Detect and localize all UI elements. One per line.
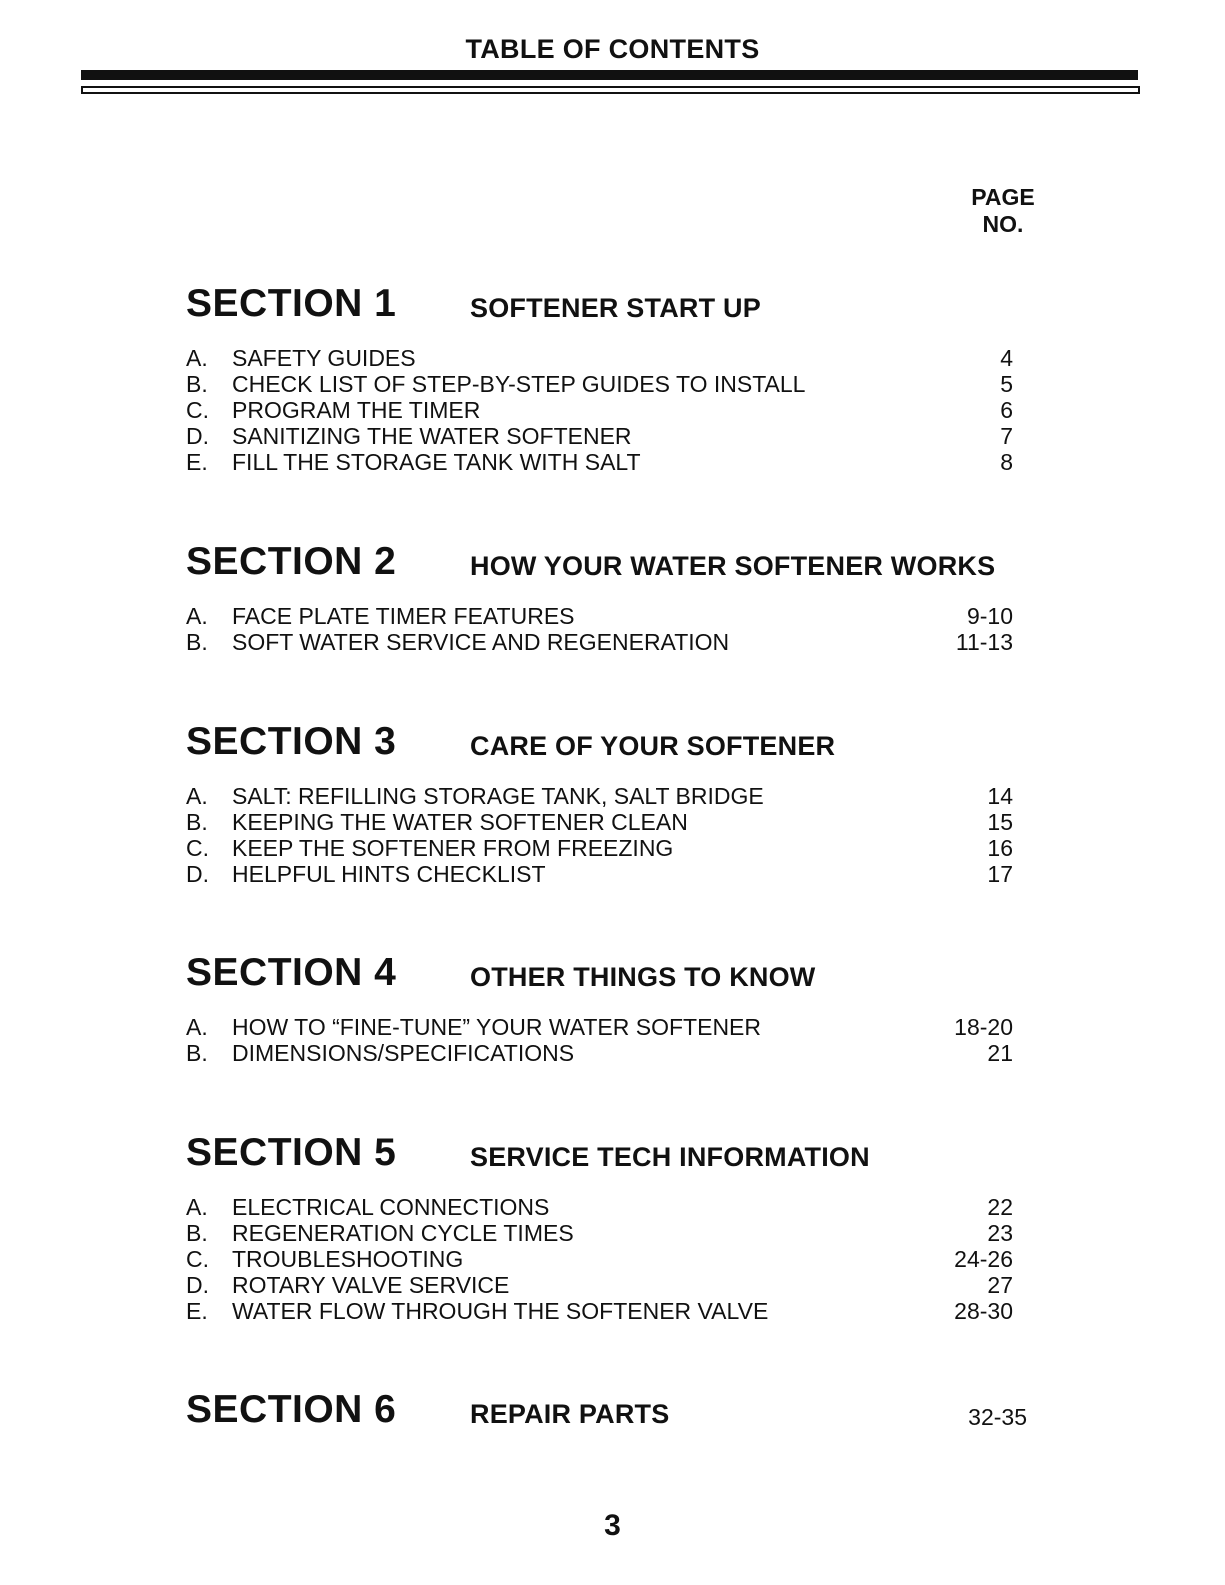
page-no-header-line-1: PAGE: [971, 184, 1035, 210]
entry-page-number: 17: [987, 861, 1013, 887]
page-title: TABLE OF CONTENTS: [465, 34, 760, 64]
entry-text: SAFETY GUIDES: [232, 345, 416, 371]
entry-page-number: 8: [1000, 449, 1013, 475]
entry-text: TROUBLESHOOTING: [232, 1246, 464, 1272]
section-title: SERVICE TECH INFORMATION: [470, 1142, 870, 1172]
entry-page-number: 22: [987, 1194, 1013, 1220]
section-title: CARE OF YOUR SOFTENER: [470, 731, 836, 761]
entry-letter: E.: [186, 1298, 208, 1324]
entry-text: PROGRAM THE TIMER: [232, 397, 481, 423]
section-number: SECTION 5: [186, 1131, 397, 1174]
section-number: SECTION 3: [186, 720, 397, 763]
toc-entry[interactable]: [0, 1298, 1225, 1324]
entry-letter: C.: [186, 397, 209, 423]
header-rule-thick: [81, 70, 1138, 80]
toc-entry[interactable]: [0, 1040, 1225, 1066]
section-items: [0, 1014, 1225, 1066]
header-rule-thin: [81, 86, 1140, 94]
entry-page-number: 27: [987, 1272, 1013, 1298]
section-items: [0, 1194, 1225, 1324]
entry-letter: A.: [186, 1014, 208, 1040]
toc-entry[interactable]: [0, 835, 1225, 861]
entry-text: ELECTRICAL CONNECTIONS: [232, 1194, 550, 1220]
entry-letter: D.: [186, 1272, 209, 1298]
section-number: SECTION 4: [186, 951, 397, 994]
entry-letter: A.: [186, 345, 208, 371]
entry-text: DIMENSIONS/SPECIFICATIONS: [232, 1040, 575, 1066]
entry-text: KEEP THE SOFTENER FROM FREEZING: [232, 835, 674, 861]
entry-page-number: 7: [1000, 423, 1013, 449]
section-items: [0, 783, 1225, 887]
entry-page-number: 28-30: [954, 1298, 1013, 1324]
entry-page-number: 18-20: [954, 1014, 1013, 1040]
entry-page-number: 6: [1000, 397, 1013, 423]
entry-page-number: 24-26: [954, 1246, 1013, 1272]
entry-page-number: 4: [1000, 345, 1013, 371]
entry-page-number: 14: [987, 783, 1013, 809]
toc-entry[interactable]: [0, 603, 1225, 629]
toc-entry[interactable]: [0, 371, 1225, 397]
entry-text: WATER FLOW THROUGH THE SOFTENER VALVE: [232, 1298, 769, 1324]
toc-entry[interactable]: [0, 1194, 1225, 1220]
entry-page-number: 21: [987, 1040, 1013, 1066]
section-title: OTHER THINGS TO KNOW: [470, 962, 816, 992]
section-items: [0, 603, 1225, 655]
entry-letter: E.: [186, 449, 208, 475]
entry-text: HELPFUL HINTS CHECKLIST: [232, 861, 546, 887]
entry-letter: D.: [186, 423, 209, 449]
entry-letter: B.: [186, 371, 208, 397]
toc-entry[interactable]: [0, 423, 1225, 449]
entry-text: REGENERATION CYCLE TIMES: [232, 1220, 574, 1246]
section-number: SECTION 1: [186, 282, 397, 325]
entry-page-number: 9-10: [966, 603, 1013, 629]
toc-entry[interactable]: [0, 397, 1225, 423]
entry-letter: A.: [186, 783, 208, 809]
section-title: REPAIR PARTS: [470, 1399, 670, 1429]
toc-entry[interactable]: [0, 629, 1225, 655]
page-number: 3: [604, 1509, 621, 1542]
entry-text: FILL THE STORAGE TANK WITH SALT: [232, 449, 641, 475]
entry-page-number: 15: [987, 809, 1013, 835]
entry-letter: D.: [186, 861, 209, 887]
toc-entry[interactable]: [0, 345, 1225, 371]
toc-entry[interactable]: [0, 861, 1225, 887]
page-no-header-line-2: NO.: [982, 211, 1024, 237]
entry-letter: B.: [186, 629, 208, 655]
section-title: HOW YOUR WATER SOFTENER WORKS: [470, 551, 996, 581]
entry-letter: B.: [186, 1220, 208, 1246]
entry-text: HOW TO “FINE-TUNE” YOUR WATER SOFTENER: [232, 1014, 761, 1040]
entry-text: CHECK LIST OF STEP-BY-STEP GUIDES TO INSTALL: [232, 371, 806, 397]
section-page-number: 32-35: [968, 1404, 1027, 1430]
toc-entry[interactable]: [0, 783, 1225, 809]
toc-entry[interactable]: [0, 449, 1225, 475]
entry-page-number: 23: [987, 1220, 1013, 1246]
entry-text: FACE PLATE TIMER FEATURES: [232, 603, 575, 629]
toc-entry[interactable]: [0, 1014, 1225, 1040]
entry-page-number: 5: [1000, 371, 1013, 397]
entry-page-number: 16: [987, 835, 1013, 861]
entry-text: ROTARY VALVE SERVICE: [232, 1272, 510, 1298]
entry-text: SOFT WATER SERVICE AND REGENERATION: [232, 629, 730, 655]
section-title: SOFTENER START UP: [470, 293, 761, 323]
section-number: SECTION 6: [186, 1388, 397, 1431]
toc-entry[interactable]: [0, 1246, 1225, 1272]
entry-text: SANITIZING THE WATER SOFTENER: [232, 423, 632, 449]
entry-text: SALT: REFILLING STORAGE TANK, SALT BRIDGE: [232, 783, 764, 809]
page-no-header: [948, 184, 1058, 238]
entry-text: KEEPING THE WATER SOFTENER CLEAN: [232, 809, 688, 835]
entry-letter: B.: [186, 809, 208, 835]
toc-entry[interactable]: [0, 1220, 1225, 1246]
section-number: SECTION 2: [186, 540, 397, 583]
entry-letter: C.: [186, 1246, 209, 1272]
entry-letter: C.: [186, 835, 209, 861]
entry-letter: B.: [186, 1040, 208, 1066]
section-items: [0, 345, 1225, 475]
entry-page-number: 11-13: [955, 629, 1013, 655]
entry-letter: A.: [186, 1194, 208, 1220]
entry-letter: A.: [186, 603, 208, 629]
toc-entry[interactable]: [0, 1272, 1225, 1298]
toc-entry[interactable]: [0, 809, 1225, 835]
